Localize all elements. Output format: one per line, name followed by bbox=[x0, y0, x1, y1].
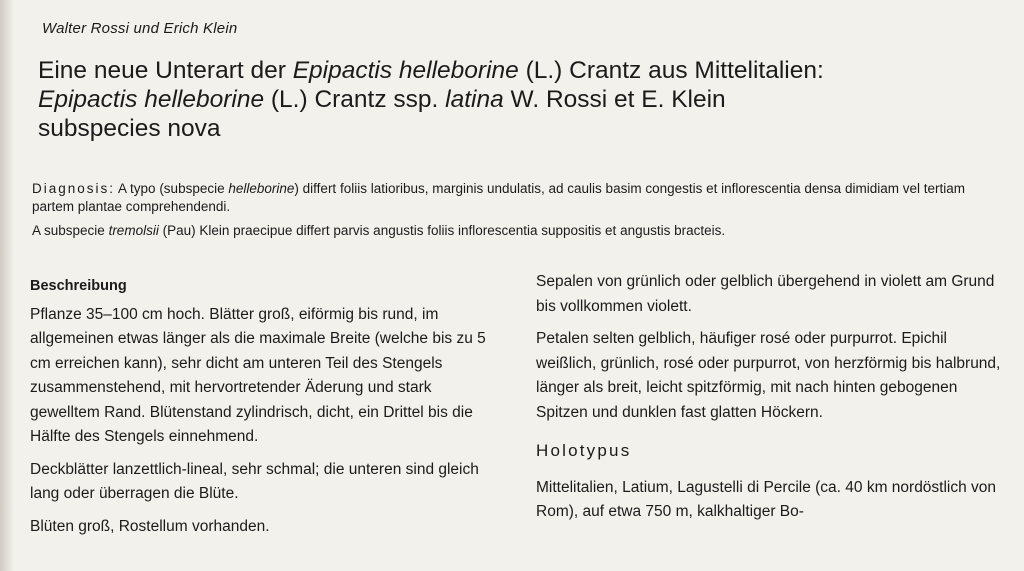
diagnosis-block bbox=[32, 180, 1007, 246]
title-line-2 bbox=[38, 85, 998, 114]
title-line-3: subspecies nova bbox=[38, 115, 221, 142]
diagnosis-paragraph-1 bbox=[32, 180, 1007, 216]
title-species: Epipactis helleborine bbox=[38, 86, 265, 113]
page-gutter-shadow bbox=[0, 0, 14, 571]
diagnosis-text: (Pau) Klein praecipue differt parvis angustis foliis inflorescentia suppositis et angustis bracteis. bbox=[158, 223, 726, 238]
title-line-1 bbox=[38, 56, 998, 85]
diagnosis-italic: tremolsii bbox=[108, 223, 159, 238]
diagnosis-text: ) differt foliis latioribus, marginis undulatis, ad caulis basim congestis et inflorescentia densa dimidiam vel tertiam partem plantae comprehendendi. bbox=[32, 181, 965, 214]
title-text: (L.) Crantz aus Mittelitalien: bbox=[518, 57, 824, 84]
title-text: Eine neue Unterart der bbox=[38, 57, 293, 84]
title-text: W. Rossi et E. Klein bbox=[503, 86, 726, 113]
body-paragraph: Mittelitalien, Latium, Lagustelli di Percile (ca. 40 km nordöstlich von Rom), auf etwa 750 m, kalkhaltiger Bo- bbox=[536, 478, 997, 520]
body-paragraph: Deckblätter lanzettlich-lineal, sehr schmal; die unteren sind gleich lang oder überragen die Blüte. bbox=[30, 460, 479, 502]
left-column bbox=[30, 274, 500, 547]
section-heading-beschreibung: Beschreibung bbox=[30, 278, 127, 294]
body-paragraph: Petalen selten gelblich, häufiger rosé oder purpurrot. Epichil weißlich, grünlich, rosé oder purpurrot, von herzförmig bis halbrund, länger als breit, leicht spitzförmig, mit nach hinten gebogenen Spitzen und dunklen fast glatten Höckern. bbox=[536, 330, 1001, 421]
title-text: (L.) Crantz ssp. bbox=[264, 86, 446, 113]
body-paragraph: Sepalen von grünlich oder gelblich übergehend in violett am Grund bis vollkommen violett. bbox=[536, 273, 995, 315]
title-subspecies: latina bbox=[445, 86, 504, 113]
diagnosis-paragraph-2 bbox=[32, 222, 1007, 240]
section-heading-holotypus: Holotypus bbox=[536, 441, 632, 460]
title-species: Epipactis helleborine bbox=[292, 57, 519, 84]
body-paragraph: Pflanze 35–100 cm hoch. Blätter groß, eiförmig bis rund, im allgemeinen etwas länger als die maximale Breite (welche bis zu 5 cm erreichen kann), sehr dicht am unteren Teil des Stengels zusammenstehend, mit hervortretender Äderung und stark gewelltem Rand. Blütenstand zylindrisch, dicht, ein Drittel bis die Hälfte des Stengels einnehmend. bbox=[30, 305, 486, 445]
body-paragraph: Blüten groß, Rostellum vorhanden. bbox=[30, 517, 270, 535]
diagnosis-text: A typo (subspecie bbox=[115, 181, 229, 196]
diagnosis-text: A subspecie bbox=[32, 223, 109, 238]
right-column bbox=[536, 270, 1006, 533]
diagnosis-italic: helleborine bbox=[228, 181, 295, 196]
article-title bbox=[38, 56, 998, 143]
authors-line: Walter Rossi und Erich Klein bbox=[42, 20, 238, 37]
diagnosis-label: Diagnosis: bbox=[32, 181, 116, 196]
